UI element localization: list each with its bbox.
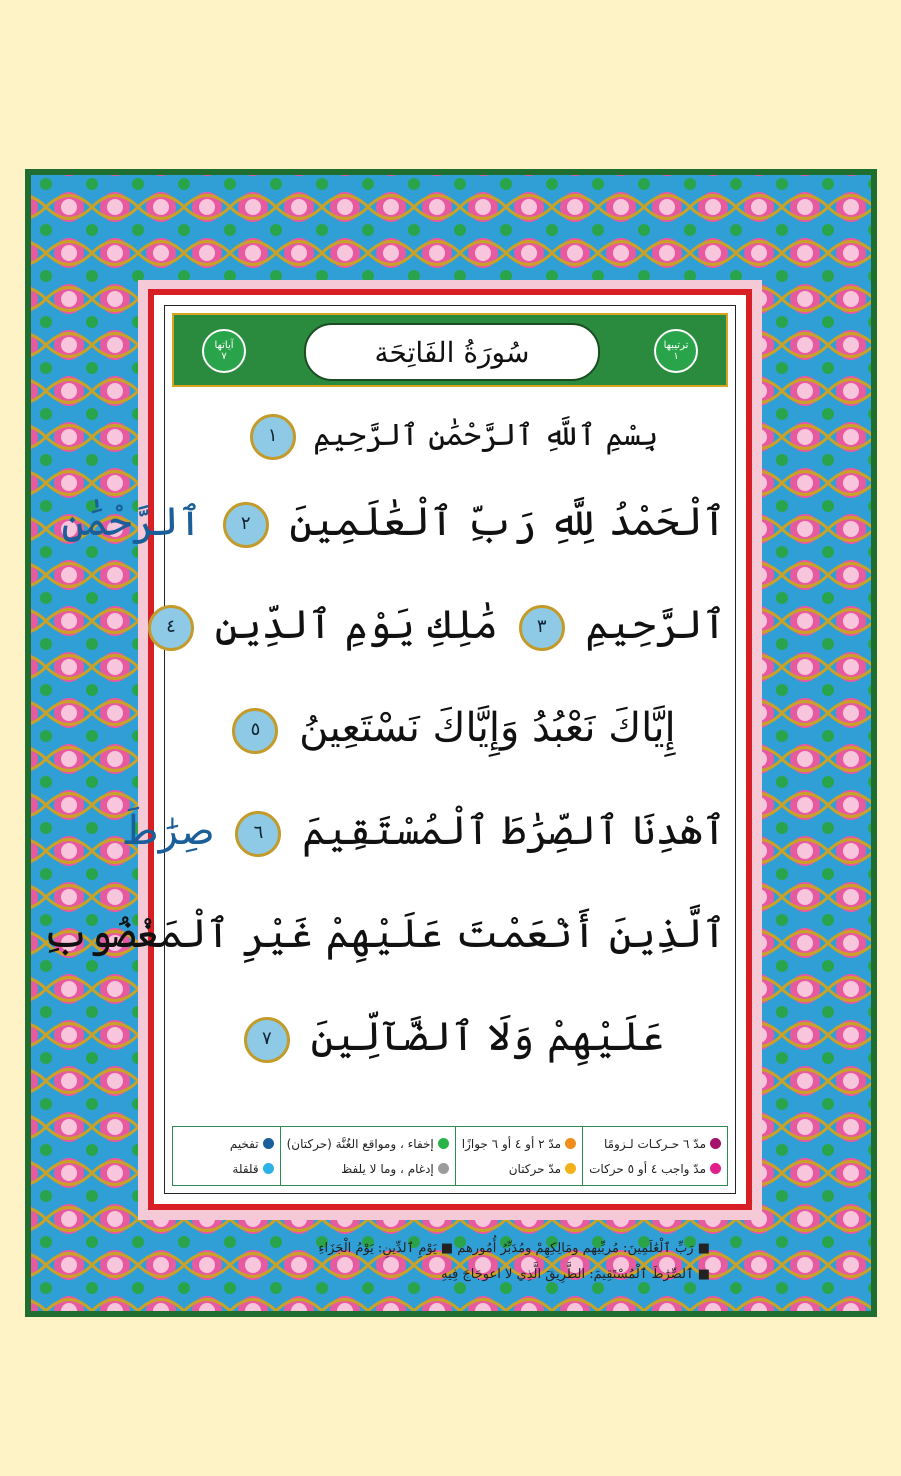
color-dot-icon	[263, 1138, 274, 1149]
meaning-note: ■ ٱلصِّرَٰطَ ٱلْمُسْتَقِيمَ: الطَّرِيقَ الَّذِي لا اعوجَاجَ فِيهِ	[441, 1267, 710, 1282]
legend-label: مدّ ٢ أو ٤ أو ٦ جوازًا	[461, 1136, 562, 1151]
legend-column	[582, 1127, 727, 1185]
legend-item	[462, 1137, 576, 1151]
verse-line	[42, 883, 726, 986]
legend-item	[287, 1137, 449, 1151]
surah-order-medal	[654, 329, 698, 373]
legend-item	[230, 1162, 274, 1176]
verse-text: ٱلرَّحْمَٰنِ	[61, 499, 202, 545]
legend-item	[589, 1162, 721, 1176]
legend-item	[287, 1162, 449, 1176]
legend-label: إخفاء ، ومواقع الغُنَّة (حركتان)	[286, 1136, 434, 1151]
color-dot-icon	[438, 1138, 449, 1149]
legend-column	[455, 1127, 582, 1185]
surah-order-value: ١	[673, 351, 679, 362]
surah-order-label: ترتيبها	[663, 340, 689, 351]
surah-verses-label: آياتها	[214, 340, 234, 351]
surah-verses-medal	[202, 329, 246, 373]
verse-text: ٱلْحَمْدُ لِلَّهِ رَبِّ ٱلْعَٰلَمِينَ	[289, 499, 726, 545]
color-dot-icon	[565, 1138, 576, 1149]
mushaf-page	[42, 289, 752, 1210]
verse-text: ٱهْدِنَا ٱلصِّرَٰطَ ٱلْمُسْتَقِيمَ	[302, 808, 726, 854]
surah-verses-value: ٧	[221, 351, 227, 362]
legend-label: مدّ ٦ حـركـات لـزومًا	[603, 1136, 706, 1151]
legend-column	[280, 1127, 455, 1185]
ayah-number-marker: ٣	[519, 605, 565, 651]
legend-label: إدغام ، وما لا يلفظ	[341, 1161, 434, 1176]
legend-item	[230, 1137, 274, 1151]
verse-text: عَلَيْهِمْ وَلَا ٱلضَّآلِّينَ	[310, 1014, 665, 1060]
ayah-number-marker: ٤	[148, 605, 194, 651]
verse-line	[174, 677, 726, 780]
ayah-number-marker: ٦	[235, 811, 281, 857]
verse-line	[121, 780, 726, 883]
word-meanings	[190, 1236, 710, 1288]
verse-line	[166, 574, 726, 677]
tajweed-legend	[172, 1126, 728, 1186]
ayah-number-marker: ٢	[223, 502, 269, 548]
verse-line	[174, 986, 726, 1089]
color-dot-icon	[438, 1163, 449, 1174]
legend-label: تفخيم	[229, 1136, 259, 1151]
color-dot-icon	[565, 1163, 576, 1174]
surah-header	[172, 313, 728, 387]
color-dot-icon	[710, 1163, 721, 1174]
meaning-note: ■ رَبِّ ٱلْعَٰلَمِينَ: مُربِّيهم ومَالِكِهِمْ ومُدَبِّرُ أُمُورهم ■ يَوْمِ ٱلدِّينِ: يَوْمُ الْجَزَاءِ	[318, 1241, 710, 1256]
legend-label: قلقلة	[232, 1161, 259, 1176]
verse-lines	[42, 401, 726, 1089]
legend-item	[589, 1137, 721, 1151]
legend-item	[462, 1162, 576, 1176]
verse-text: ٱلرَّحِيمِ	[585, 602, 726, 648]
ayah-number-marker: ٥	[232, 708, 278, 754]
verse-text: صِرَٰطَ	[121, 808, 215, 854]
verse-text: بِسْمِ ٱللَّهِ ٱلرَّحْمَٰنِ ٱلرَّحِيمِ	[313, 418, 659, 453]
color-dot-icon	[263, 1163, 274, 1174]
verse-line	[61, 471, 726, 574]
verse-text: مَٰلِكِ يَوْمِ ٱلدِّينِ	[214, 602, 498, 648]
legend-label: مدّ واجب ٤ أو ٥ حركات	[589, 1161, 706, 1176]
ayah-number-marker: ١	[250, 414, 296, 460]
legend-label: مدّ حركتان	[508, 1161, 562, 1176]
verse-line	[174, 401, 726, 471]
legend-column	[224, 1127, 280, 1185]
ayah-number-marker: ٧	[244, 1017, 290, 1063]
color-dot-icon	[710, 1138, 721, 1149]
surah-title: سُورَةُ الفَاتِحَة	[304, 323, 600, 381]
verse-text: ٱلَّذِينَ أَنْعَمْتَ عَلَيْهِمْ غَيْرِ ٱلْمَغْضُوبِ	[42, 911, 726, 957]
verse-text: إِيَّاكَ نَعْبُدُ وَإِيَّاكَ نَسْتَعِينُ	[299, 705, 676, 751]
